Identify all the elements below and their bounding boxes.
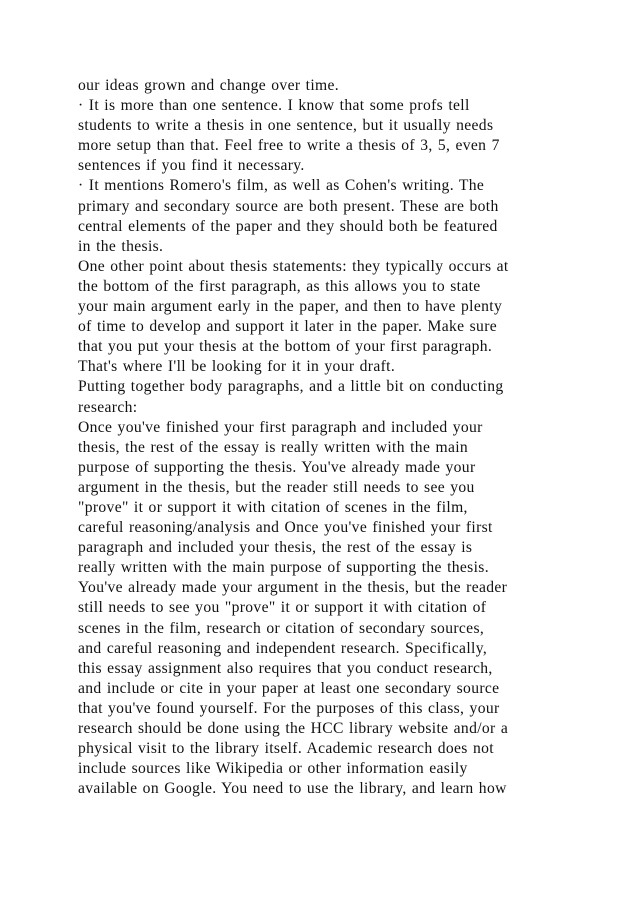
text-line: "prove" it or support it with citation of scenes in the film, bbox=[78, 498, 468, 516]
text-line: You've already made your argument in the thesis, but the reader bbox=[78, 579, 508, 597]
text-line: scenes in the film, research or citation of secondary sources, bbox=[78, 619, 485, 637]
text-line: of time to develop and support it later in the paper. Make sure bbox=[78, 318, 498, 336]
text-line: and include or cite in your paper at least one secondary source bbox=[78, 679, 500, 697]
text-line: central elements of the paper and they should both be featured bbox=[78, 217, 498, 235]
text-line: this essay assignment also requires that you conduct research, bbox=[78, 659, 493, 677]
text-line: careful reasoning/analysis and Once you've finished your first bbox=[78, 519, 493, 537]
text-line: really written with the main purpose of supporting the thesis. bbox=[78, 559, 489, 577]
text-line: · It mentions Romero's film, as well as Cohen's writing. The bbox=[78, 177, 485, 195]
text-line: primary and secondary source are both present. These are both bbox=[78, 197, 499, 215]
text-line: that you've found yourself. For the purposes of this class, your bbox=[78, 699, 500, 717]
text-line: sentences if you find it necessary. bbox=[78, 157, 305, 175]
text-line: purpose of supporting the thesis. You've already made your bbox=[78, 458, 476, 476]
text-line: That's where I'll be looking for it in your draft. bbox=[78, 358, 396, 376]
text-line: our ideas grown and change over time. bbox=[78, 77, 340, 94]
document-text bbox=[78, 76, 568, 799]
text-line: physical visit to the library itself. Academic research does not bbox=[78, 740, 494, 758]
text-line: One other point about thesis statements: they typically occurs at bbox=[78, 257, 509, 275]
text-line: · It is more than one sentence. I know that some profs tell bbox=[78, 97, 470, 115]
text-line: paragraph and included your thesis, the rest of the essay is bbox=[78, 539, 473, 557]
text-line: available on Google. You need to use the library, and learn how bbox=[78, 780, 507, 798]
text-line: the bottom of the first paragraph, as this allows you to state bbox=[78, 277, 481, 295]
text-line: your main argument early in the paper, and then to have plenty bbox=[78, 298, 503, 316]
text-line: and careful reasoning and independent research. Specifically, bbox=[78, 639, 488, 657]
text-line: Putting together body paragraphs, and a little bit on conducting bbox=[78, 378, 504, 396]
text-line: still needs to see you "prove" it or support it with citation of bbox=[78, 599, 487, 617]
text-line: research should be done using the HCC library website and/or a bbox=[78, 720, 509, 737]
text-line: thesis, the rest of the essay is really written with the main bbox=[78, 438, 469, 456]
text-line: more setup than that. Feel free to write a thesis of 3, 5, even 7 bbox=[78, 137, 500, 155]
text-line: argument in the thesis, but the reader still needs to see you bbox=[78, 478, 475, 496]
text-line: that you put your thesis at the bottom of your first paragraph. bbox=[78, 338, 493, 356]
text-line: students to write a thesis in one sentence, but it usually needs bbox=[78, 117, 494, 135]
text-line: in the thesis. bbox=[78, 237, 164, 255]
text-line: research: bbox=[78, 398, 138, 416]
text-line: Once you've finished your first paragraph and included your bbox=[78, 418, 483, 436]
text-line: include sources like Wikipedia or other information easily bbox=[78, 760, 468, 778]
